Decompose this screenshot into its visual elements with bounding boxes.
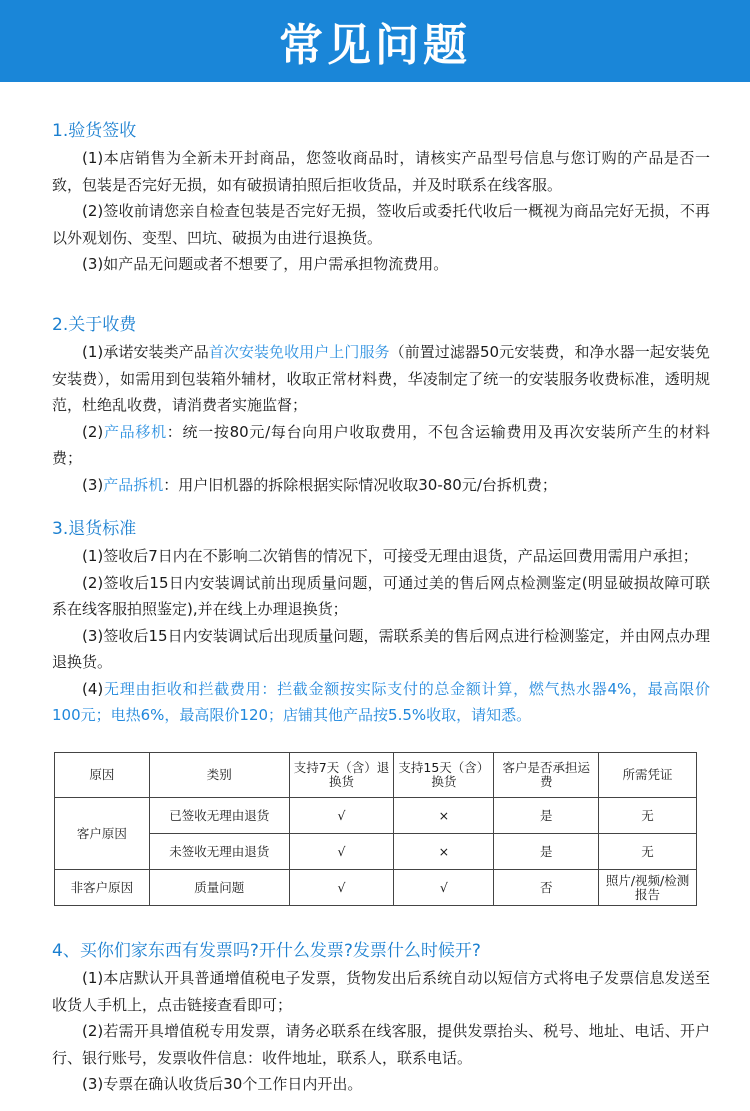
text: （前置过滤器50元安装费，和净水器一起安装免安装费），如需用到包装箱外辅材，收取正常材料费，华凌制定了统一的安装服务收费标准，透明规范，杜绝乱收费，请消费者实施监督； bbox=[52, 343, 710, 414]
table-cell: √ bbox=[394, 870, 494, 906]
text: (2) bbox=[82, 422, 104, 441]
table-cell: 未签收无理由退货 bbox=[149, 834, 289, 870]
table-row bbox=[55, 870, 697, 906]
section-invoice bbox=[52, 936, 710, 1098]
table-cell: × bbox=[394, 798, 494, 834]
table-cell: 已签收无理由退货 bbox=[149, 798, 289, 834]
table-cell: 无 bbox=[599, 834, 697, 870]
highlight-text: 产品移机 bbox=[103, 422, 167, 441]
paragraph bbox=[52, 419, 710, 472]
section-fees bbox=[52, 310, 710, 498]
paragraph: (3)专票在确认收货后30个工作日内开出。 bbox=[82, 1075, 363, 1093]
table-cell-reason: 非客户原因 bbox=[55, 870, 150, 906]
table-cell: 是 bbox=[494, 798, 599, 834]
table-header: 类别 bbox=[149, 753, 289, 798]
table-header: 原因 bbox=[55, 753, 150, 798]
text: (4) bbox=[82, 679, 104, 698]
paragraph: (3)签收后15日内安装调试后出现质量问题，需联系美的售后网点进行检测鉴定，并由网点办理退换货。 bbox=[52, 626, 710, 671]
paragraph: (3)如产品无问题或者不想要了，用户需承担物流费用。 bbox=[82, 255, 449, 273]
table-header: 支持7天（含）退换货 bbox=[289, 753, 394, 798]
section-inspection bbox=[52, 116, 710, 278]
table-row bbox=[55, 798, 697, 834]
text: (1)承诺安装类产品 bbox=[82, 343, 209, 361]
table-cell-reason: 客户原因 bbox=[55, 798, 150, 870]
table-cell: √ bbox=[289, 834, 394, 870]
paragraph: (2)签收前请您亲自检查包装是否完好无损，签收后或委托代收后一概视为商品完好无损，不再以外观划伤、变型、凹坑、破损为由进行退换货。 bbox=[52, 202, 710, 247]
table-row bbox=[55, 834, 697, 870]
table-cell: 无 bbox=[599, 798, 697, 834]
table-cell: √ bbox=[289, 870, 394, 906]
paragraph: (2)签收后15日内安装调试前出现质量问题，可通过美的售后网点检测鉴定(明显破损故障可联系在线客服拍照鉴定),并在线上办理退换货； bbox=[52, 573, 710, 618]
paragraph bbox=[52, 676, 710, 729]
section-title: 4、买你们家东西有发票吗?开什么发票?发票什么时候开? bbox=[52, 941, 481, 961]
table-cell: 是 bbox=[494, 834, 599, 870]
text: ：统一按80元/每台向用户收取费用，不包含运输费用及再次安装所产生的材料费； bbox=[52, 422, 710, 467]
section-title: 1.验货签收 bbox=[52, 121, 137, 141]
text: (3) bbox=[82, 475, 104, 494]
table-cell: 照片/视频/检测报告 bbox=[599, 870, 697, 906]
section-title: 3.退货标准 bbox=[52, 519, 137, 539]
text: ：用户旧机器的拆除根据实际情况收取30-80元/台拆机费； bbox=[163, 475, 557, 494]
paragraph: (1)本店销售为全新未开封商品，您签收商品时，请核实产品型号信息与您订购的产品是否一致，包装是否完好无损，如有破损请拍照后拒收货品，并及时联系在线客服。 bbox=[52, 149, 710, 194]
returns-table bbox=[54, 752, 697, 906]
page-title: 常见问题 bbox=[279, 20, 471, 71]
paragraph bbox=[52, 472, 710, 499]
paragraph bbox=[52, 339, 710, 419]
table-cell: × bbox=[394, 834, 494, 870]
paragraph: (1)签收后7日内在不影响二次销售的情况下，可接受无理由退货，产品运回费用需用户承担； bbox=[82, 547, 698, 565]
header-banner bbox=[0, 0, 750, 82]
table-header-row bbox=[55, 753, 697, 798]
paragraph: (1)本店默认开具普通增值税电子发票，货物发出后系统自动以短信方式将电子发票信息发送至收货人手机上，点击链接查看即可； bbox=[52, 969, 710, 1014]
highlight-text: 首次安装免收用户上门服务 bbox=[208, 343, 390, 361]
table-cell: 质量问题 bbox=[149, 870, 289, 906]
table-header: 所需凭证 bbox=[599, 753, 697, 798]
paragraph: (2)若需开具增值税专用发票，请务必联系在线客服，提供发票抬头、税号、地址、电话、开户行、银行账号，发票收件信息：收件地址，联系人，联系电话。 bbox=[52, 1022, 710, 1067]
section-title: 2.关于收费 bbox=[52, 315, 137, 335]
table-cell: 否 bbox=[494, 870, 599, 906]
table-header: 客户是否承担运费 bbox=[494, 753, 599, 798]
highlight-text: 无理由拒收和拦截费用：拦截金额按实际支付的总金额计算，燃气热水器4%，最高限价100元；电热6%，最高限价120；店铺其他产品按5.5%收取，请知悉。 bbox=[52, 679, 710, 724]
section-returns bbox=[52, 514, 710, 729]
table-header: 支持15天（含）换货 bbox=[394, 753, 494, 798]
highlight-text: 产品拆机 bbox=[103, 475, 164, 494]
table-cell: √ bbox=[289, 798, 394, 834]
